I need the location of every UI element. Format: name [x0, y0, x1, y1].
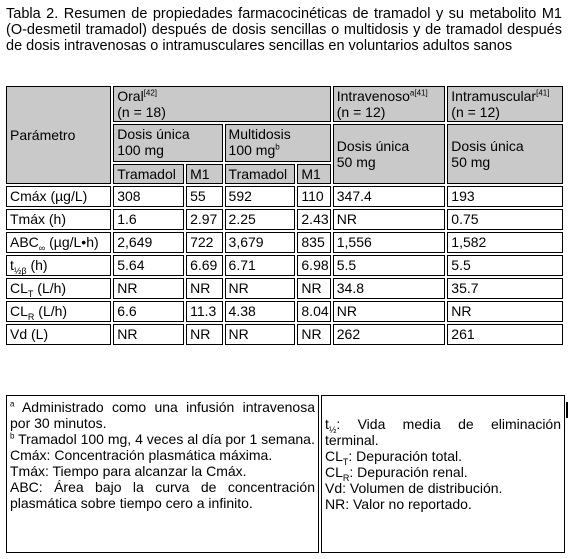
- header-im-label: Intramuscular: [451, 88, 537, 104]
- header-single-dose-line2: 100 mg: [117, 142, 164, 158]
- cell: 2.97: [186, 209, 222, 230]
- footnote-clt: [325, 448, 561, 467]
- table-caption: Tabla 2. Resumen de propiedades farmacocinéticas de tramadol y su metabolito M1 (O-desmetil tramadol) después de dosis sencillas o multidosis y de tramadol después de dosis intravenosas o intramusculares sencillas en voluntarios adultos sanos: [6, 6, 562, 54]
- cell: NR: [333, 209, 446, 230]
- footnotes-right: [321, 395, 565, 553]
- row-param-sub: ½β: [13, 265, 27, 276]
- header-iv-dose: [333, 124, 446, 184]
- footnotes-table: [4, 393, 567, 555]
- table-row: [6, 209, 563, 230]
- cell: 8.04: [297, 301, 330, 322]
- row-param-main: CL: [10, 280, 28, 296]
- row-param-main: t: [10, 257, 14, 273]
- footnote-thalf: [325, 416, 561, 448]
- footnote-thalf-sub: ½: [328, 424, 337, 435]
- cell: 193: [447, 186, 563, 207]
- cell: 5.5: [447, 255, 563, 276]
- cell: 0.75: [447, 209, 563, 230]
- header-iv-label: Intravenoso: [336, 88, 410, 104]
- row-param-sub: R: [27, 311, 35, 322]
- header-iv: [333, 86, 446, 122]
- cell: NR: [186, 278, 222, 299]
- header-iv-ref: a[41]: [409, 88, 428, 98]
- table-row: [6, 301, 563, 322]
- header-sub-tramadol-multi: Tramadol: [225, 164, 296, 184]
- footnote-clr: [325, 464, 561, 483]
- cell: 35.7: [447, 278, 563, 299]
- row-param: [6, 278, 111, 299]
- header-multi-dose-sup: b: [275, 142, 280, 152]
- cell: 261: [447, 324, 563, 345]
- pharmacokinetics-table: [4, 84, 565, 347]
- cell: 6.6: [113, 301, 184, 322]
- footnote-nr: NR: Valor no reportado.: [325, 496, 472, 512]
- footnote-b: [10, 431, 315, 447]
- footnote-clt-main: CL: [325, 448, 343, 464]
- cell: 6.69: [186, 255, 222, 276]
- header-oral-label: Oral: [117, 88, 144, 104]
- cell: 110: [297, 186, 330, 207]
- header-im-dose-line2: 50 mg: [451, 154, 491, 170]
- table-row: [6, 255, 563, 276]
- footnote-thalf-main: t: [325, 416, 329, 432]
- cell: 6.98: [297, 255, 330, 276]
- footnote-tmax: Tmáx: Tiempo para alcanzar la Cmáx.: [10, 463, 247, 479]
- footnote-clr-sub: R: [342, 472, 350, 483]
- header-oral-ref: [42]: [143, 88, 158, 98]
- footnote-a-text: Administrado como una infusión intravenosa por 30 minutos.: [10, 399, 315, 431]
- footnote-vd: Vd: Volumen de distribución.: [325, 480, 503, 496]
- footnote-b-mark: b: [10, 431, 15, 441]
- header-im-ref: [41]: [536, 88, 550, 98]
- cell: 3,679: [225, 232, 296, 253]
- cell: 2.43: [297, 209, 330, 230]
- row-param-rest: (L/h): [34, 303, 68, 319]
- cell: 722: [186, 232, 222, 253]
- row-param: [6, 255, 111, 276]
- row-param-rest: (L/h): [33, 280, 67, 296]
- cell: 262: [333, 324, 446, 345]
- row-param: [6, 232, 111, 253]
- cell: NR: [297, 278, 330, 299]
- cell: NR: [186, 324, 222, 345]
- cell: 1,582: [447, 232, 563, 253]
- row-param: Vd (L): [6, 324, 111, 345]
- footnote-cmax: Cmáx: Concentración plasmática máxima.: [10, 447, 273, 463]
- header-sub-tramadol-single: Tramadol: [113, 164, 184, 184]
- cell: NR: [113, 324, 184, 345]
- cell: NR: [447, 301, 563, 322]
- table-row: [6, 278, 563, 299]
- cell: 1,556: [333, 232, 446, 253]
- row-param: Tmáx (h): [6, 209, 111, 230]
- header-iv-dose-line1: Dosis única: [336, 138, 410, 154]
- cell: NR: [333, 301, 446, 322]
- header-im-n: (n = 12): [451, 104, 500, 120]
- footnotes-left: [6, 395, 319, 553]
- row-param-main: ABC: [10, 234, 39, 250]
- header-multi-dose: [225, 124, 331, 162]
- header-multi-dose-line2: 100 mg: [228, 142, 276, 158]
- cell: NR: [225, 324, 296, 345]
- cell: 5.5: [333, 255, 446, 276]
- header-parameter: Parámetro: [6, 86, 111, 184]
- header-im-dose: [447, 124, 563, 184]
- row-param: Cmáx (µg/L): [6, 186, 111, 207]
- footnote-a: [10, 399, 315, 431]
- header-iv-dose-line2: 50 mg: [336, 154, 376, 170]
- header-multi-dose-line1: Multidosis: [228, 126, 291, 142]
- header-iv-n: (n = 12): [336, 104, 386, 120]
- footnote-a-mark: a: [10, 399, 15, 409]
- footnote-clt-sub: T: [342, 456, 349, 467]
- cell: 2.25: [225, 209, 296, 230]
- cell: NR: [225, 278, 296, 299]
- table-row: [6, 232, 563, 253]
- row-param-rest: (µg/L•h): [45, 234, 99, 250]
- cell: 835: [297, 232, 330, 253]
- text-cursor: [566, 402, 568, 418]
- cell: NR: [113, 278, 184, 299]
- row-param-main: CL: [10, 303, 28, 319]
- cell: 347.4: [333, 186, 446, 207]
- header-sub-m1-multi: M1: [297, 164, 330, 184]
- cell: 1.6: [113, 209, 184, 230]
- cell: 5.64: [113, 255, 184, 276]
- cell: 11.3: [186, 301, 222, 322]
- cell: 55: [186, 186, 222, 207]
- footnote-abc: ABC: Área bajo la curva de concentración plasmática sobre tiempo cero a infinito.: [10, 479, 315, 511]
- table-row: [6, 324, 563, 345]
- footnote-b-text: Tramadol 100 mg, 4 veces al día por 1 semana.: [14, 431, 315, 447]
- row-param-sub: T: [27, 288, 34, 299]
- header-im-dose-line1: Dosis única: [451, 138, 524, 154]
- row-param-rest: (h): [26, 257, 48, 273]
- header-sub-m1-single: M1: [186, 164, 222, 184]
- cell: 6.71: [225, 255, 296, 276]
- header-oral: [113, 86, 331, 122]
- table-row: [6, 186, 563, 207]
- header-im: [447, 86, 563, 122]
- row-param: [6, 301, 111, 322]
- cell: 592: [225, 186, 296, 207]
- header-oral-n: (n = 18): [117, 104, 166, 120]
- row-param-sub: ∞: [38, 242, 46, 253]
- cell: 4.38: [225, 301, 296, 322]
- header-single-dose: [113, 124, 222, 162]
- cell: 308: [113, 186, 184, 207]
- cell: 2,649: [113, 232, 184, 253]
- footnote-clt-text: : Depuración total.: [348, 448, 463, 464]
- cell: NR: [297, 324, 330, 345]
- footnote-clr-text: : Depuración renal.: [349, 464, 468, 480]
- footnote-thalf-text: : Vida media de eliminación terminal.: [325, 416, 561, 448]
- header-single-dose-line1: Dosis única: [117, 126, 190, 142]
- cell: 34.8: [333, 278, 446, 299]
- footnote-clr-main: CL: [325, 464, 343, 480]
